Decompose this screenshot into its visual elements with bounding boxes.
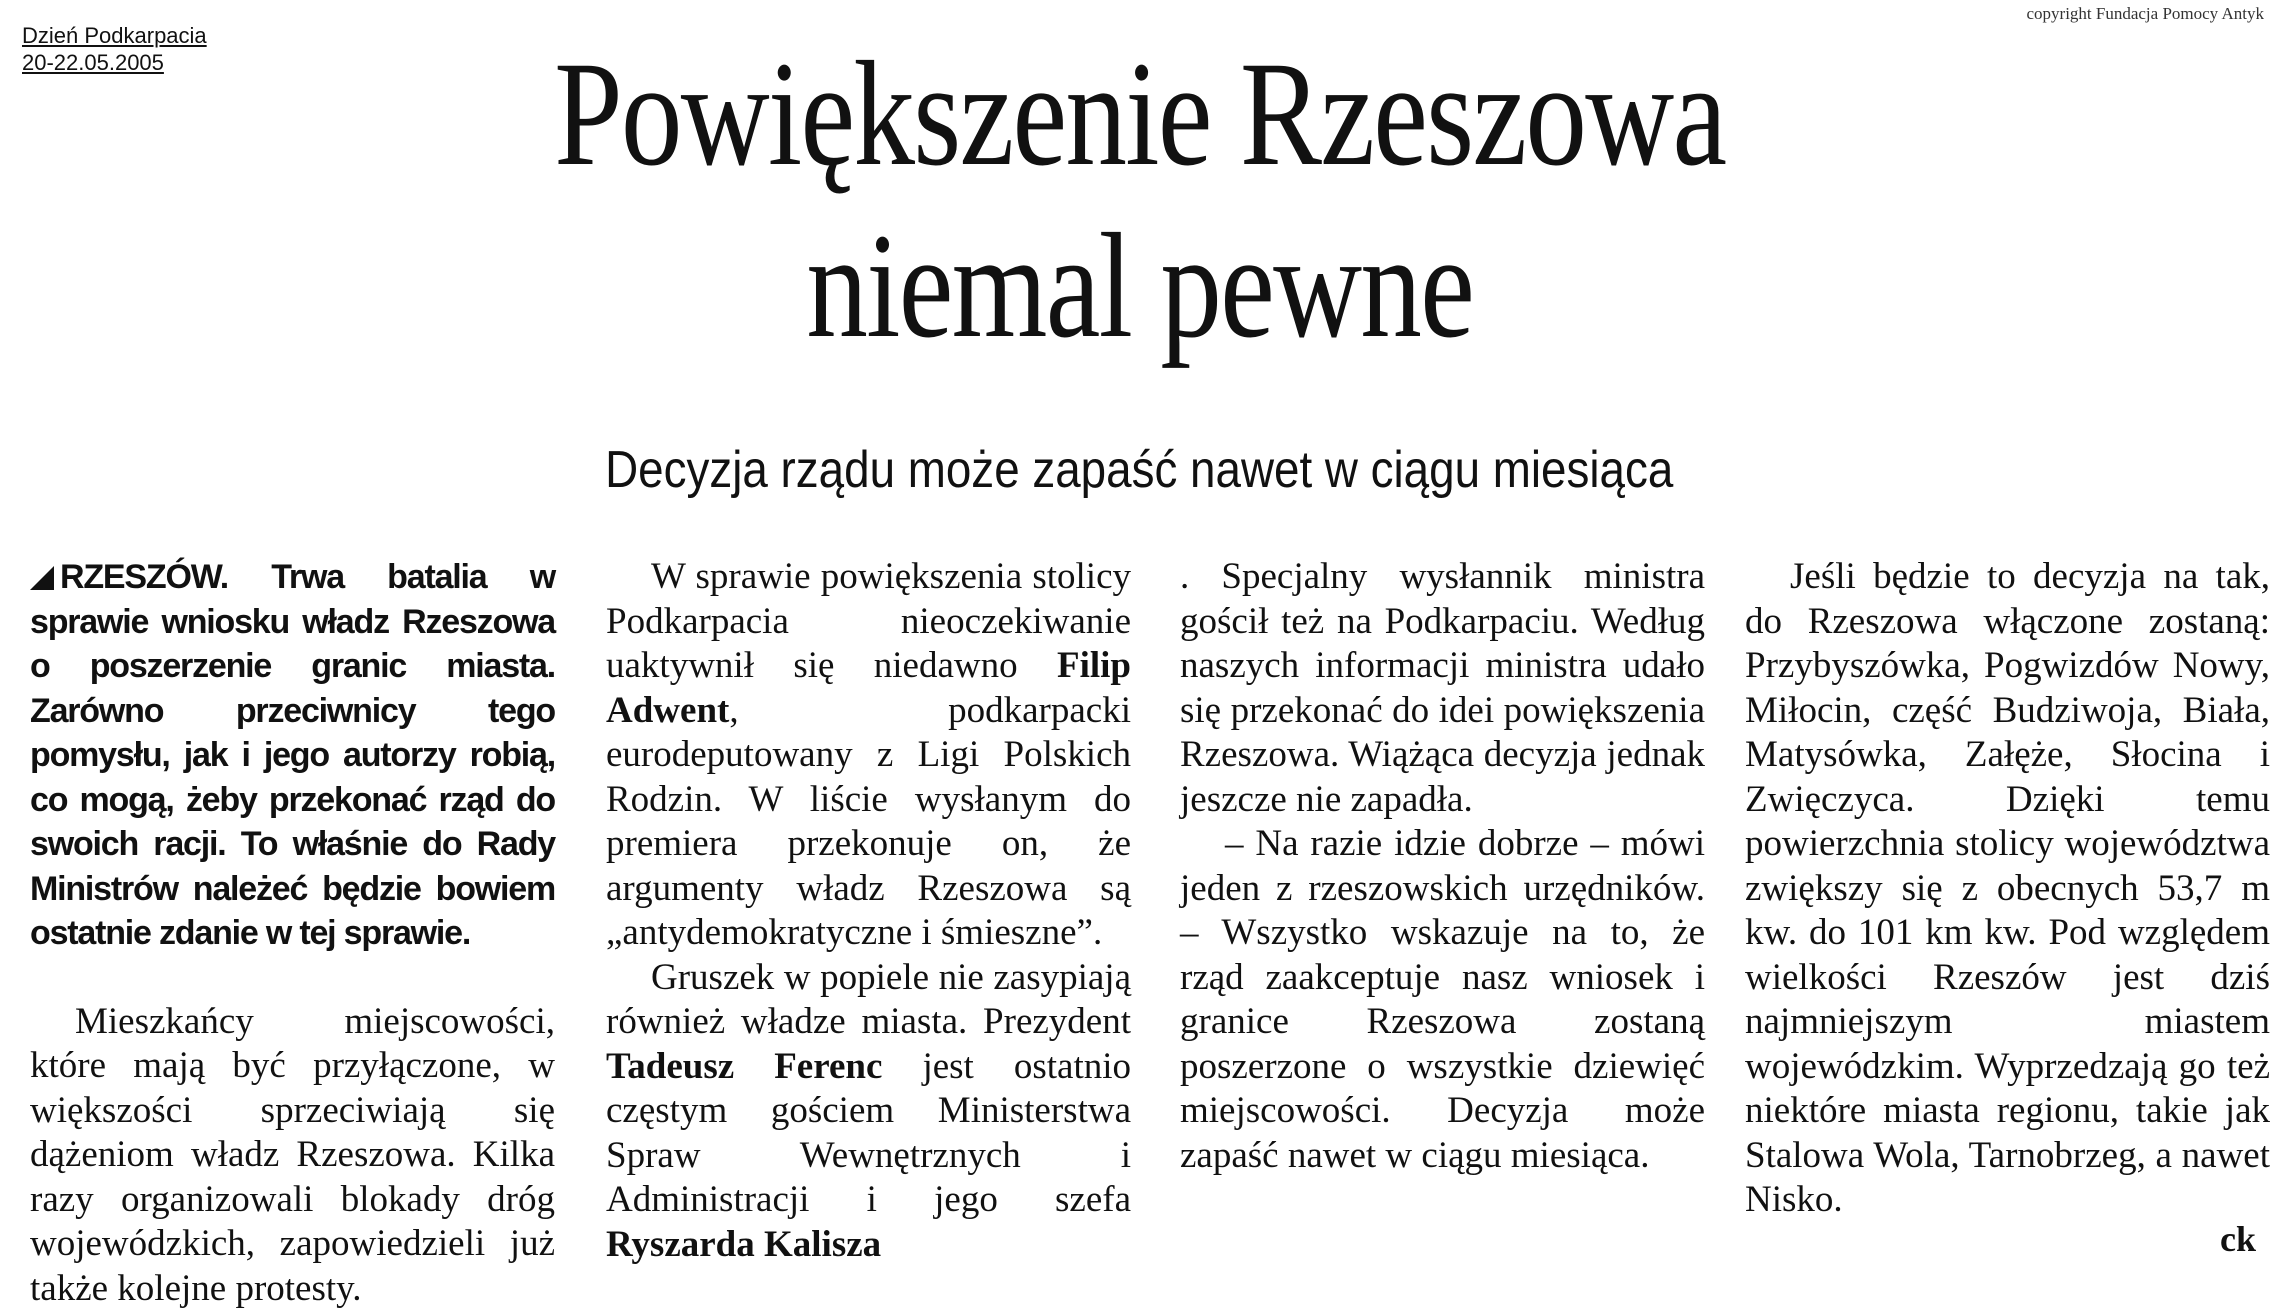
headline-line-2: niemal pewne (207, 200, 2073, 372)
paragraph-1: Mieszkańcy miejscowości, które mają być przyłączone, w większości sprzeciwiają się dążeniom władz Rzeszowa. Kilka razy organizowali blokady dróg wojewódzkich, zapowiedzieli już także kolejne protesty. (30, 1000, 555, 1311)
paragraph-5: Jeśli będzie to decyzja na tak, do Rzeszowa włączone zostaną: Przybyszówka, Pogwizdów Nowy, Miłocin, część Budziwoja, Biała, Matysówka, Załęże, Słocina i Zwięczyca. Dzięki temu powierzchnia stolicy województwa zwiększy się z obecnych 53,7 m kw. do 101 km kw. Pod względem wielkości Rzeszów jest dziś najmniejszym miastem wojewódzkim. Wyprzedzają go też niektóre miasta regionu, takie jak Stalowa Wola, Tarnobrzeg, a nawet Nisko. (1745, 555, 2270, 1223)
publication-name: Dzień Podkarpacia (22, 22, 207, 49)
person-name-tadeusz-ferenc: Tadeusz Ferenc (606, 1046, 882, 1087)
paragraph-3-continued: . Specjalny wysłannik ministra gościł też na Podkarpaciu. Według naszych informacji ministra udało się przekonać do idei powiększenia Rzeszowa. Wiążąca decyzja jednak jeszcze nie zapadła. (1180, 555, 1705, 822)
paragraph-2 (606, 555, 1131, 956)
paragraph-3-text-b: jest ostatnio częstym gościem Ministerstwa Spraw Wewnętrznych i Administracji i jego szefa (606, 1046, 1131, 1221)
paragraph-2-text-b: , podkarpacki eurodeputowany z Ligi Polskich Rodzin. W liście wysłanym do premiera przekonuje on, że argumenty władz Rzeszowa są „antydemokratyczne i śmieszne”. (606, 690, 1131, 954)
lead-paragraph (30, 555, 555, 956)
triangle-marker-icon (30, 566, 54, 590)
paragraph-4: – Na razie idzie dobrze – mówi jeden z rzeszowskich urzędników. – Wszystko wskazuje na to, że rząd zaakceptuje nasz wniosek i granice Rzeszowa zostaną poszerzone o wszystkie dziewięć miejscowości. Decyzja może zapaść nawet w ciągu miesiąca. (1180, 822, 1705, 1178)
source-info (22, 22, 207, 76)
paragraph-3-text-a: Gruszek w popiele nie zasypiają również władze miasta. Prezydent (606, 957, 1131, 1043)
article-column-4 (1745, 555, 2270, 1223)
paragraph-2-text-a: W sprawie powiększenia stolicy Podkarpacia nieoczekiwanie uaktywnił się niedawno (606, 556, 1131, 686)
lead-text: RZESZÓW. Trwa batalia w sprawie wniosku władz Rzeszowa o poszerzenie granic miasta. Zarówno przeciwnicy tego pomysłu, jak i jego autorzy robią, co mogą, żeby przekonać rząd do swoich racji. To właśnie do Rady Ministrów należeć będzie bowiem ostatnie zdanie w tej sprawie. (30, 558, 555, 952)
headline (207, 28, 2073, 372)
headline-line-1: Powiększenie Rzeszowa (207, 28, 2073, 200)
article-column-3 (1180, 555, 1705, 1178)
author-signature: ck (2220, 1218, 2256, 1260)
person-name-filip-adwent: Filip Adwent (606, 645, 1131, 731)
paragraph-3 (606, 956, 1131, 1268)
article-column-2 (606, 555, 1131, 1267)
person-name-ryszard-kalisz: Ryszarda Kalisza (606, 1224, 881, 1265)
copyright-notice: copyright Fundacja Pomocy Antyk (2026, 4, 2264, 24)
article-column-1 (30, 555, 555, 1311)
publication-date: 20-22.05.2005 (22, 49, 207, 76)
subheadline: Decyzja rządu może zapaść nawet w ciągu miesiąca (138, 440, 2141, 500)
